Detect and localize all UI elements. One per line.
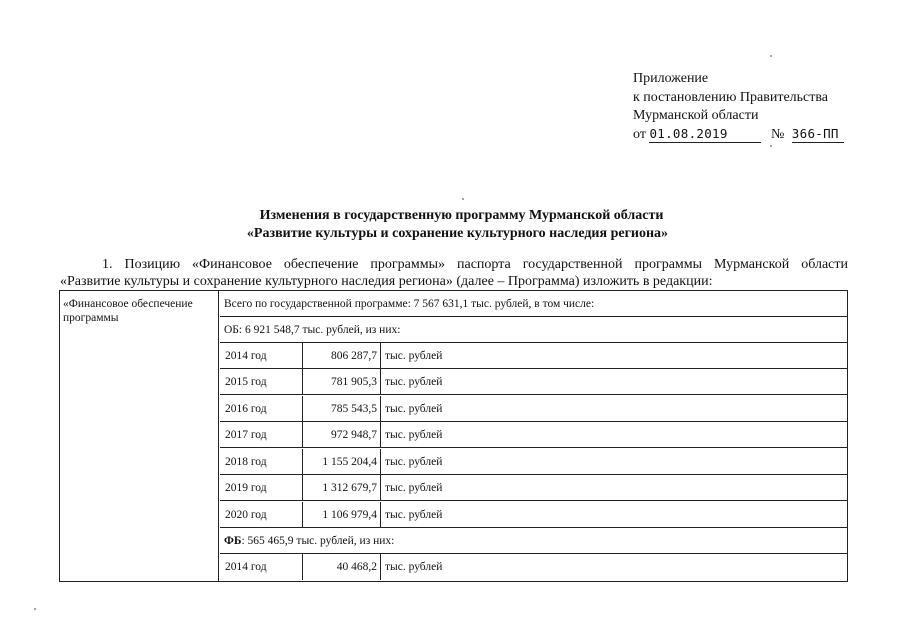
table-row-ob-header [220,317,847,343]
appendix-resolution: к постановлению Правительства [633,89,829,105]
financing-table [59,290,848,582]
year-cell: 2020 год [220,502,303,527]
number-field [792,126,844,143]
number-label: № [770,126,785,142]
document-title [0,207,905,242]
value-cell: 806 287,7 [303,343,381,368]
year-cell: 2018 год [220,449,303,474]
appendix-title: Приложение [633,71,709,86]
year-cell: 2014 год [220,343,303,368]
table-row [220,396,847,422]
table-row [220,475,847,501]
table-row [220,369,847,395]
table-left-cell: «Финансовое обеспечение программы [60,291,219,581]
value-cell: 1 155 204,4 [303,449,381,474]
table-row [220,449,847,475]
unit-cell: тыс. рублей [385,455,443,468]
total-text: Всего по государственной программе: 7 567 631,1 тыс. рублей, в том числе: [224,297,595,310]
paragraph-line-2: «Развитие культуры и сохранение культурного наследия региона» (далее – Программа) изложить в редакции: [60,274,713,289]
table-row-fb-header [220,528,847,554]
unit-cell: тыс. рублей [385,375,443,388]
fb-label: ФБ [224,534,242,547]
fb-header-rest: : 565 465,9 тыс. рублей, из них: [241,534,395,547]
year-cell: 2014 год [220,554,303,580]
scan-speck [770,55,772,57]
table-row [220,554,847,580]
fb-header-text [220,535,394,547]
paragraph-line-1: 1. Позицию «Финансовое обеспечение программы» паспорта государственной программы Мурманской области [102,257,848,272]
unit-cell: тыс. рублей [385,481,443,494]
date-field [649,126,761,143]
title-line-1: Изменения в государственную программу Мурманской области [259,208,664,223]
table-row [220,422,847,448]
scan-speck [462,198,464,200]
ob-header-text: ОБ: 6 921 548,7 тыс. рублей, из них: [224,323,401,336]
date-value: 01.08.2019 [649,125,728,141]
year-cell: 2017 год [220,422,303,447]
unit-cell: тыс. рублей [385,561,443,573]
unit-cell: тыс. рублей [385,402,443,415]
value-cell: 40 468,2 [303,554,381,580]
value-cell: 785 543,5 [303,396,381,421]
unit-cell: тыс. рублей [385,349,443,362]
scan-speck [34,608,36,610]
table-row-total [220,291,847,317]
unit-cell: тыс. рублей [385,508,443,521]
year-cell: 2016 год [220,396,303,421]
number-value: 366-ПП [791,125,839,141]
year-cell: 2019 год [220,475,303,500]
appendix-date-line [633,126,844,145]
appendix-block [633,70,844,144]
date-prefix: от [633,126,646,142]
table-row [220,502,847,528]
body-paragraph [60,256,848,290]
title-line-2: «Развитие культуры и сохранение культурного наследия региона» [246,225,669,241]
appendix-region: Мурманской области [633,108,759,123]
scan-speck [770,145,772,147]
value-cell: 781 905,3 [303,369,381,394]
unit-cell: тыс. рублей [385,428,443,441]
year-cell: 2015 год [220,369,303,394]
value-cell: 1 312 679,7 [303,475,381,500]
value-cell: 972 948,7 [303,422,381,447]
value-cell: 1 106 979,4 [303,502,381,527]
table-row [220,343,847,369]
